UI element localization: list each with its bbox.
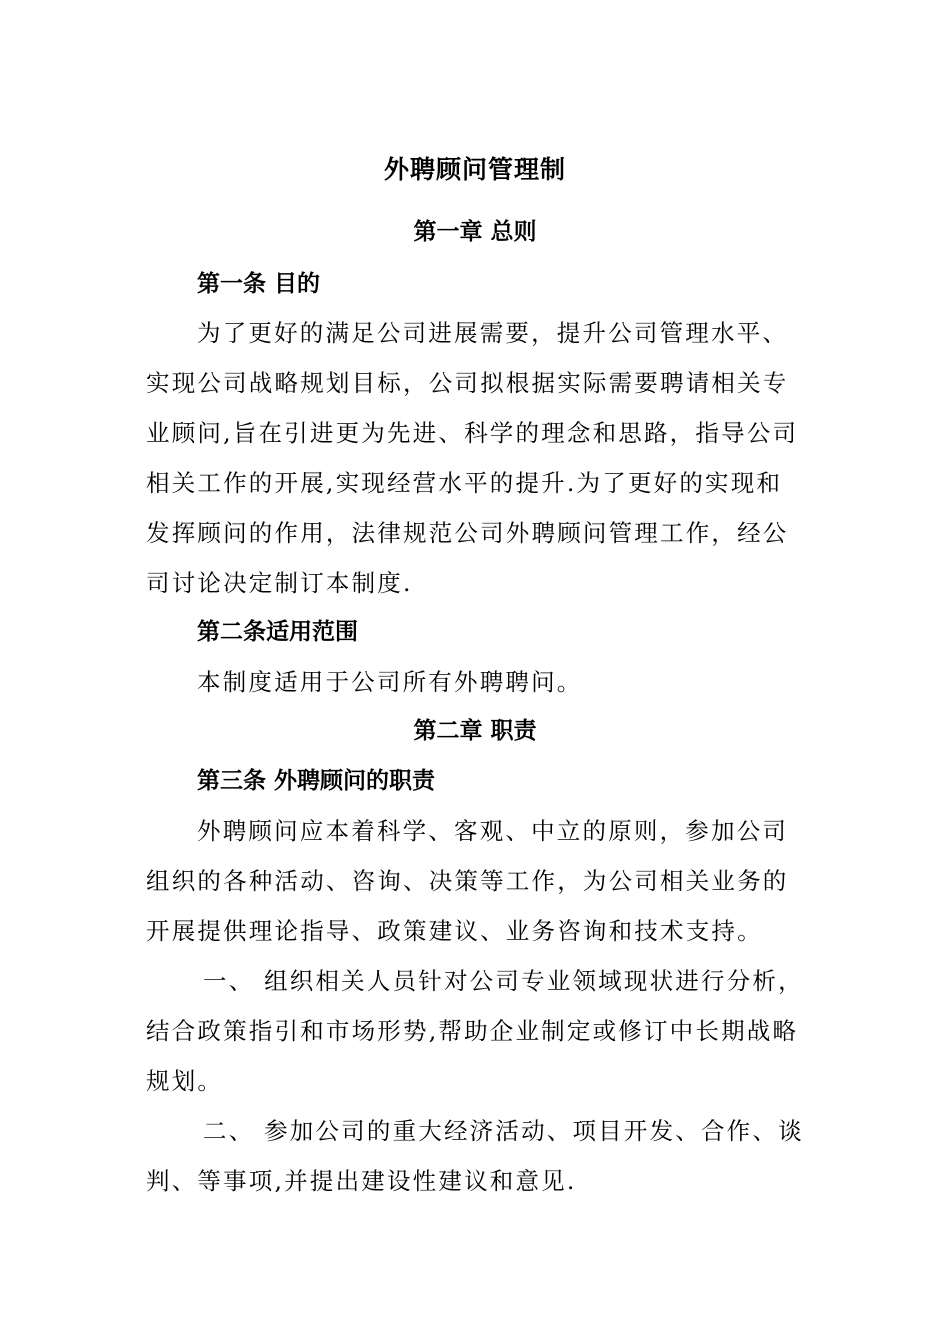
paragraph-line: 组织的各种活动、咨询、决策等工作，为公司相关业务的 xyxy=(146,867,789,895)
paragraph-line: 开展提供理论指导、政策建议、业务咨询和技术支持。 xyxy=(146,917,763,945)
article-2-heading: 第二条适用范围 xyxy=(197,619,358,645)
chapter-2-heading: 第二章 职责 xyxy=(413,718,537,744)
paragraph-line: 实现公司战略规划目标，公司拟根据实际需要聘请相关专 xyxy=(146,369,789,397)
article-3-heading: 第三条 外聘顾问的职责 xyxy=(197,768,436,794)
paragraph-line: 业顾问,旨在引进更为先进、科学的理念和思路，指导公司 xyxy=(146,419,799,447)
article-1-heading: 第一条 目的 xyxy=(197,271,321,297)
document-title: 外聘顾问管理制 xyxy=(383,155,566,184)
paragraph-line: 司讨论决定制订本制度. xyxy=(146,569,413,597)
list-item-line: 一、 组织相关人员针对公司专业领域现状进行分析， xyxy=(203,967,804,995)
list-item-line: 判、等事项,并提出建设性建议和意见. xyxy=(146,1167,577,1195)
chapter-1-heading: 第一章 总则 xyxy=(413,219,537,245)
list-item-line: 结合政策指引和市场形势,帮助企业制定或修订中长期战略 xyxy=(146,1017,799,1045)
paragraph-line: 相关工作的开展,实现经营水平的提升.为了更好的实现和 xyxy=(146,469,783,497)
paragraph-line: 发挥顾问的作用，法律规范公司外聘顾问管理工作，经公 xyxy=(146,519,789,547)
paragraph-line: 本制度适用于公司所有外聘聘问。 xyxy=(197,668,583,696)
paragraph-line: 为了更好的满足公司进展需要，提升公司管理水平、 xyxy=(197,319,789,347)
list-item-line: 规划。 xyxy=(146,1067,224,1095)
paragraph-line: 外聘顾问应本着科学、客观、中立的原则，参加公司 xyxy=(197,817,789,845)
list-item-line: 二、 参加公司的重大经济活动、项目开发、合作、谈 xyxy=(203,1117,804,1145)
